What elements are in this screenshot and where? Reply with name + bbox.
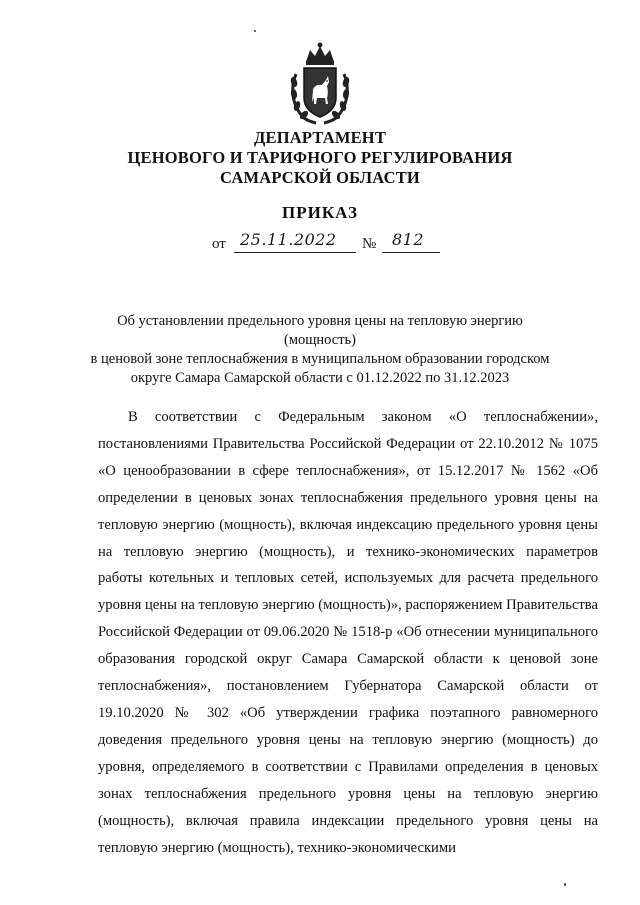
department-line-3: САМАРСКОЙ ОБЛАСТИ: [220, 168, 420, 187]
number-underline: [382, 252, 440, 253]
scan-speck: [564, 883, 566, 886]
date-underline: [234, 252, 356, 253]
date-label: от: [212, 236, 226, 252]
coat-of-arms-emblem: [284, 40, 356, 126]
date-value: 25.11.2022: [240, 230, 337, 249]
number-value: 812: [392, 230, 425, 249]
body-paragraph: В соответствии с Федеральным законом «О теплоснабжении», постановлениями Правительства Российской Федерации от 22.10.2012 № 1075 «О ценообразовании в сфере теплоснабжения», от 15.12.2017 № 1562 «Об определении в ценовых зонах теплоснабжения предельного уровня цены на тепловую энергию (мощность), включая индексацию предельного уровня цены на тепловую энергию (мощность), и технико-экономических параметров работы котельных и тепловых сетей, используемых для расчета предельного уровня цены на тепловую энергию (мощность)», распоряжением Правительства Российской Федерации от 09.06.2020 № 1518-р «Об отнесении муниципального образования городской округ Самара Самарской области к ценовой зоне теплоснабжения», постановлением Губернатора Самарской области от 19.10.2020 № 302 «Об утверждении графика поэтапного равномерного доведения предельного уровня цены на тепловую энергию (мощность) до уровня, определяемого в соответствии с Правилами определения в ценовых зонах теплоснабжения предельного уровня цены на тепловую энергию (мощность), включая правила индексации предельного уровня цены на тепловую энергию (мощность), технико-экономическими: [98, 409, 598, 856]
department-line-2: ЦЕНОВОГО И ТАРИФНОГО РЕГУЛИРОВАНИЯ: [127, 148, 513, 167]
department-name: [0, 128, 640, 188]
subject-line-1: Об установлении предельного уровня цены на тепловую энергию (мощность): [117, 313, 523, 348]
subject-line-3: округе Самара Самарской области с 01.12.2022 по 31.12.2023: [130, 370, 510, 386]
department-line-1: ДЕПАРТАМЕНТ: [253, 128, 387, 147]
scan-speck: [254, 30, 256, 32]
order-subject: [80, 312, 560, 388]
number-label: №: [362, 236, 377, 252]
order-title: ПРИКАЗ: [282, 203, 358, 222]
subject-line-2: в ценовой зоне теплоснабжения в муниципальном образовании городском: [90, 351, 550, 367]
order-date-number: [212, 230, 442, 256]
